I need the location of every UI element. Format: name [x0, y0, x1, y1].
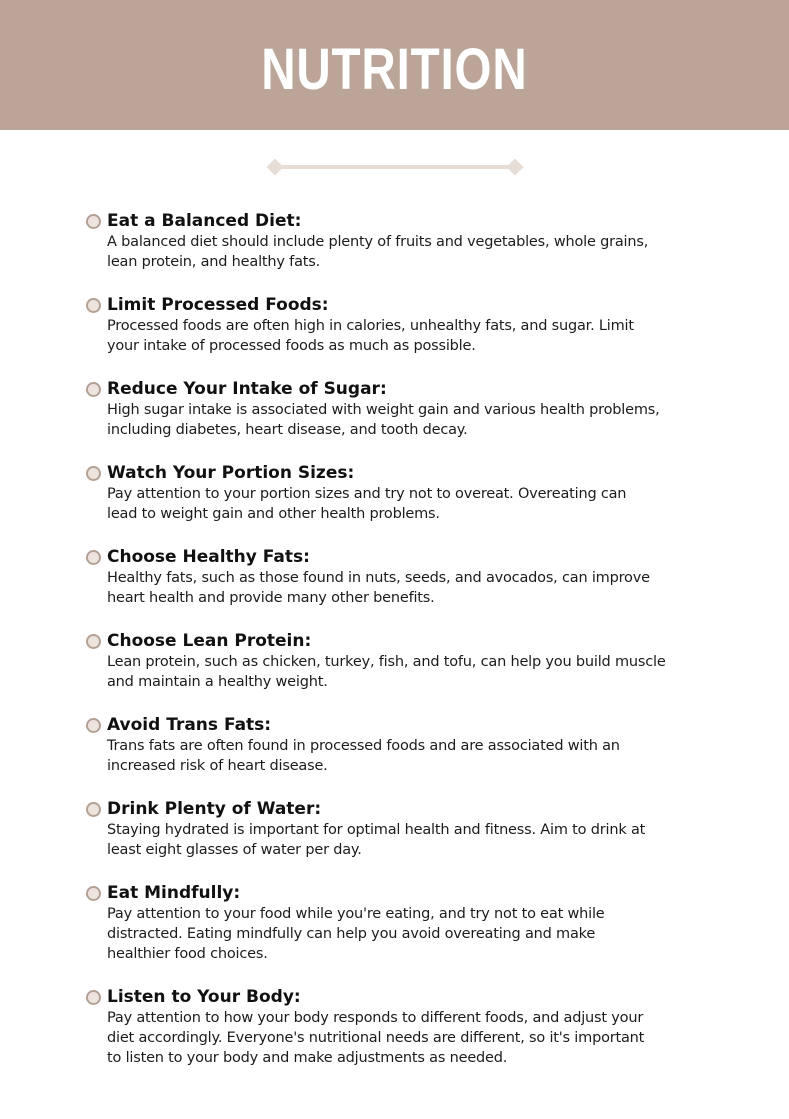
tip-text	[107, 820, 746, 860]
tip-text-line: and maintain a healthy weight.	[107, 674, 328, 690]
page-header	[0, 0, 789, 130]
tip-title: Drink Plenty of Water:	[107, 799, 322, 819]
tip-text-line: lean protein, and healthy fats.	[107, 254, 321, 270]
tip-item	[86, 546, 746, 608]
tip-text	[107, 652, 746, 692]
tip-title: Listen to Your Body:	[107, 987, 301, 1007]
bullet-circle-icon	[86, 550, 101, 565]
tip-item	[86, 798, 746, 860]
tip-text-line: A balanced diet should include plenty of fruits and vegetables, whole grains,	[107, 234, 649, 250]
tip-text	[107, 484, 746, 524]
tip-text-line: including diabetes, heart disease, and tooth decay.	[107, 422, 468, 438]
tip-title: Eat a Balanced Diet:	[107, 211, 302, 231]
tip-text	[107, 904, 746, 964]
tip-text-line: lead to weight gain and other health problems.	[107, 506, 440, 522]
tip-item	[86, 630, 746, 692]
tip-text-line: Pay attention to your food while you're eating, and try not to eat while	[107, 906, 605, 922]
tip-text-line: Trans fats are often found in processed foods and are associated with an	[107, 738, 620, 754]
tip-text	[107, 736, 746, 776]
tip-title: Eat Mindfully:	[107, 883, 241, 903]
tip-text-line: Healthy fats, such as those found in nuts, seeds, and avocados, can improve	[107, 570, 650, 586]
bullet-circle-icon	[86, 298, 101, 313]
tip-title: Watch Your Portion Sizes:	[107, 463, 355, 483]
bullet-circle-icon	[86, 466, 101, 481]
tip-text-line: Lean protein, such as chicken, turkey, fish, and tofu, can help you build muscle	[107, 654, 666, 670]
tip-title: Reduce Your Intake of Sugar:	[107, 379, 387, 399]
tip-text-line: distracted. Eating mindfully can help you avoid overeating and make	[107, 926, 596, 942]
decorative-divider	[266, 158, 524, 176]
tip-text-line: heart health and provide many other benefits.	[107, 590, 435, 606]
tip-text-line: your intake of processed foods as much as possible.	[107, 338, 476, 354]
bullet-circle-icon	[86, 382, 101, 397]
tip-item	[86, 210, 746, 272]
tip-item	[86, 462, 746, 524]
nutrition-tips-list	[86, 210, 746, 1090]
tip-text-line: Pay attention to how your body responds to different foods, and adjust your	[107, 1010, 644, 1026]
tip-text-line: to listen to your body and make adjustments as needed.	[107, 1050, 508, 1066]
tip-item	[86, 294, 746, 356]
tip-text-line: increased risk of heart disease.	[107, 758, 328, 774]
tip-item	[86, 882, 746, 964]
tip-item	[86, 378, 746, 440]
tip-text-line: Processed foods are often high in calories, unhealthy fats, and sugar. Limit	[107, 318, 634, 334]
tip-text	[107, 568, 746, 608]
tip-title: Choose Lean Protein:	[107, 631, 312, 651]
tip-text	[107, 400, 746, 440]
tip-text	[107, 1008, 746, 1068]
tip-title: Choose Healthy Fats:	[107, 547, 310, 567]
tip-text	[107, 316, 746, 356]
bullet-circle-icon	[86, 802, 101, 817]
tip-text-line: diet accordingly. Everyone's nutritional needs are different, so it's important	[107, 1030, 645, 1046]
tip-title: Limit Processed Foods:	[107, 295, 329, 315]
tip-text-line: Staying hydrated is important for optimal health and fitness. Aim to drink at	[107, 822, 646, 838]
tip-title: Avoid Trans Fats:	[107, 715, 272, 735]
page-title: NUTRITION	[261, 37, 528, 102]
bullet-circle-icon	[86, 718, 101, 733]
bullet-circle-icon	[86, 214, 101, 229]
tip-item	[86, 986, 746, 1068]
tip-text-line: High sugar intake is associated with weight gain and various health problems,	[107, 402, 660, 418]
bullet-circle-icon	[86, 634, 101, 649]
tip-item	[86, 714, 746, 776]
bullet-circle-icon	[86, 990, 101, 1005]
tip-text	[107, 232, 746, 272]
tip-text-line: Pay attention to your portion sizes and try not to overeat. Overeating can	[107, 486, 627, 502]
bullet-circle-icon	[86, 886, 101, 901]
tip-text-line: least eight glasses of water per day.	[107, 842, 362, 858]
tip-text-line: healthier food choices.	[107, 946, 268, 962]
